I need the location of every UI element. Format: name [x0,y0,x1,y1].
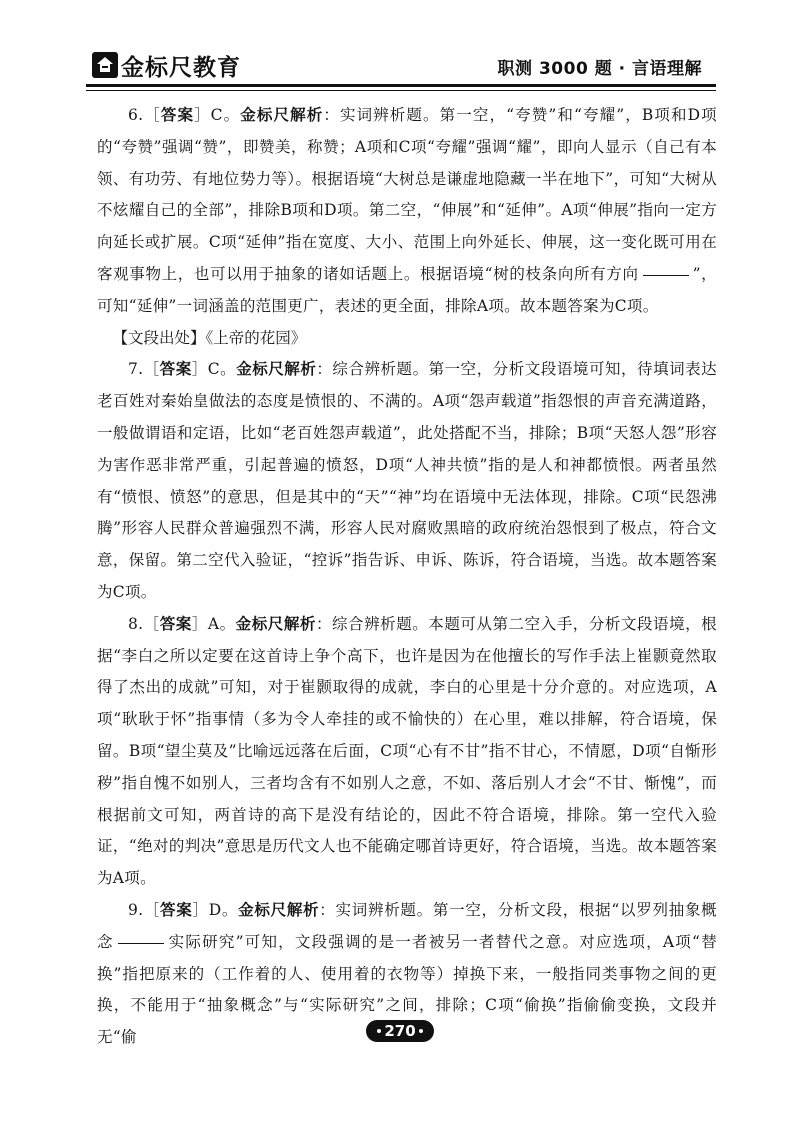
answer-7: 7.［答案］C。金标尺解析：综合辨析题。第一空，分析文段语境可知，待填词表达老百姓对秦始皇做法的态度是愤恨的、不满的。A项“怨声载道”指怨恨的声音充满道路，一般做谓语和定语，比如“老百姓怨声载道”，此处搭配不当，排除；B项“天怒人怨”形容为害作恶非常严重，引起普遍的愤怒，D项“人神共愤”指的是人和神都愤恨。两者虽然有“愤恨、愤怒”的意思，但是其中的“天”“神”均在语境中无法体现，排除。C项“民怨沸腾”形容人民群众普遍强烈不满，形容人民对腐败黑暗的政府统治怨恨到了极点，符合文意，保留。第二空代入验证，“控诉”指告诉、申诉、陈诉，符合语境，当选。故本题答案为C项。 [97,360,717,601]
header-rule-thin [86,90,716,91]
series-title: 职测 3000 题 · 言语理解 [497,59,702,79]
answer-8: 8.［答案］A。金标尺解析：综合辨析题。本题可从第二空入手，分析文段语境，根据“李白之所以定要在这首诗上争个高下，也许是因为在他擅长的写作手法上崔颢竟然取得了杰出的成就”可知，对于崔颢取得的成就，李白的心里是十分介意的。对应选项，A项“耿耿于怀”指事情（多为令人牵挂的或不愉快的）在心里，难以排解，符合语境，保留。B项“望尘莫及”比喻远远落在后面，C项“心有不甘”指不甘心，不情愿，D项“自惭形秽”指自愧不如别人，三者均含有不如别人之意，不如、落后别人才会“不甘、惭愧”，而根据前文可知，两首诗的高下是没有结论的，因此不符合语境，排除。第一空代入验证，“绝对的判决”意思是历代文人也不能确定哪首诗更好，符合语境，当选。故本题答案为A项。 [97,614,717,888]
fill-blank [118,942,164,944]
answer-6: 6.［答案］C。金标尺解析：实词辨析题。第一空，“夸赞”和“夸耀”，B项和D项的“夸赞”强调“赞”，即赞美，称赞；A项和C项“夸耀”强调“耀”，即向人显示（自己有本领、有功劳、有地位势力等）。根据语境“大树总是谦虚地隐藏一半在地下”，可知“大树从不炫耀自己的全部”，排除B项和D项。第二空，“伸展”和“延伸”。A项“伸展”指向一定方向延长或扩展。C项“延伸”指在宽度、大小、范围上向外延长、伸展，这一变化既可用在客观事物上，也可以用于抽象的诸如话题上。根据语境“树的枝条向所有方向 ”，可知“延伸”一词涵盖的范围更广，表述的更全面，排除A项。故本题答案为C项。 [97,106,717,315]
page-header [0,46,800,88]
source-note: 【文段出处】《上帝的花园》 [112,328,307,347]
page-number-text: 270 [384,1022,416,1040]
answer-9: 9.［答案］D。金标尺解析：实词辨析题。第一空，分析文段，根据“以罗列抽象概念 实际研究”可知，文段强调的是一者被另一者替代之意。对应选项，A项“替换”指把原来的（工作着的人、使用着的衣物等）掉换下来，一般指同类事物之间的更换，不能用于“抽象概念”与“实际研究”之间，排除；C项“偷换”指偷偷变换，文段并无“偷 [97,900,717,1047]
page-number [360,1018,440,1044]
brand-name: 金标尺教育 [121,54,241,81]
page-body [97,100,717,1054]
fill-blank [643,274,689,276]
brand-logo [92,50,241,80]
header-rule-thick [86,84,716,87]
logo-icon [92,52,118,78]
